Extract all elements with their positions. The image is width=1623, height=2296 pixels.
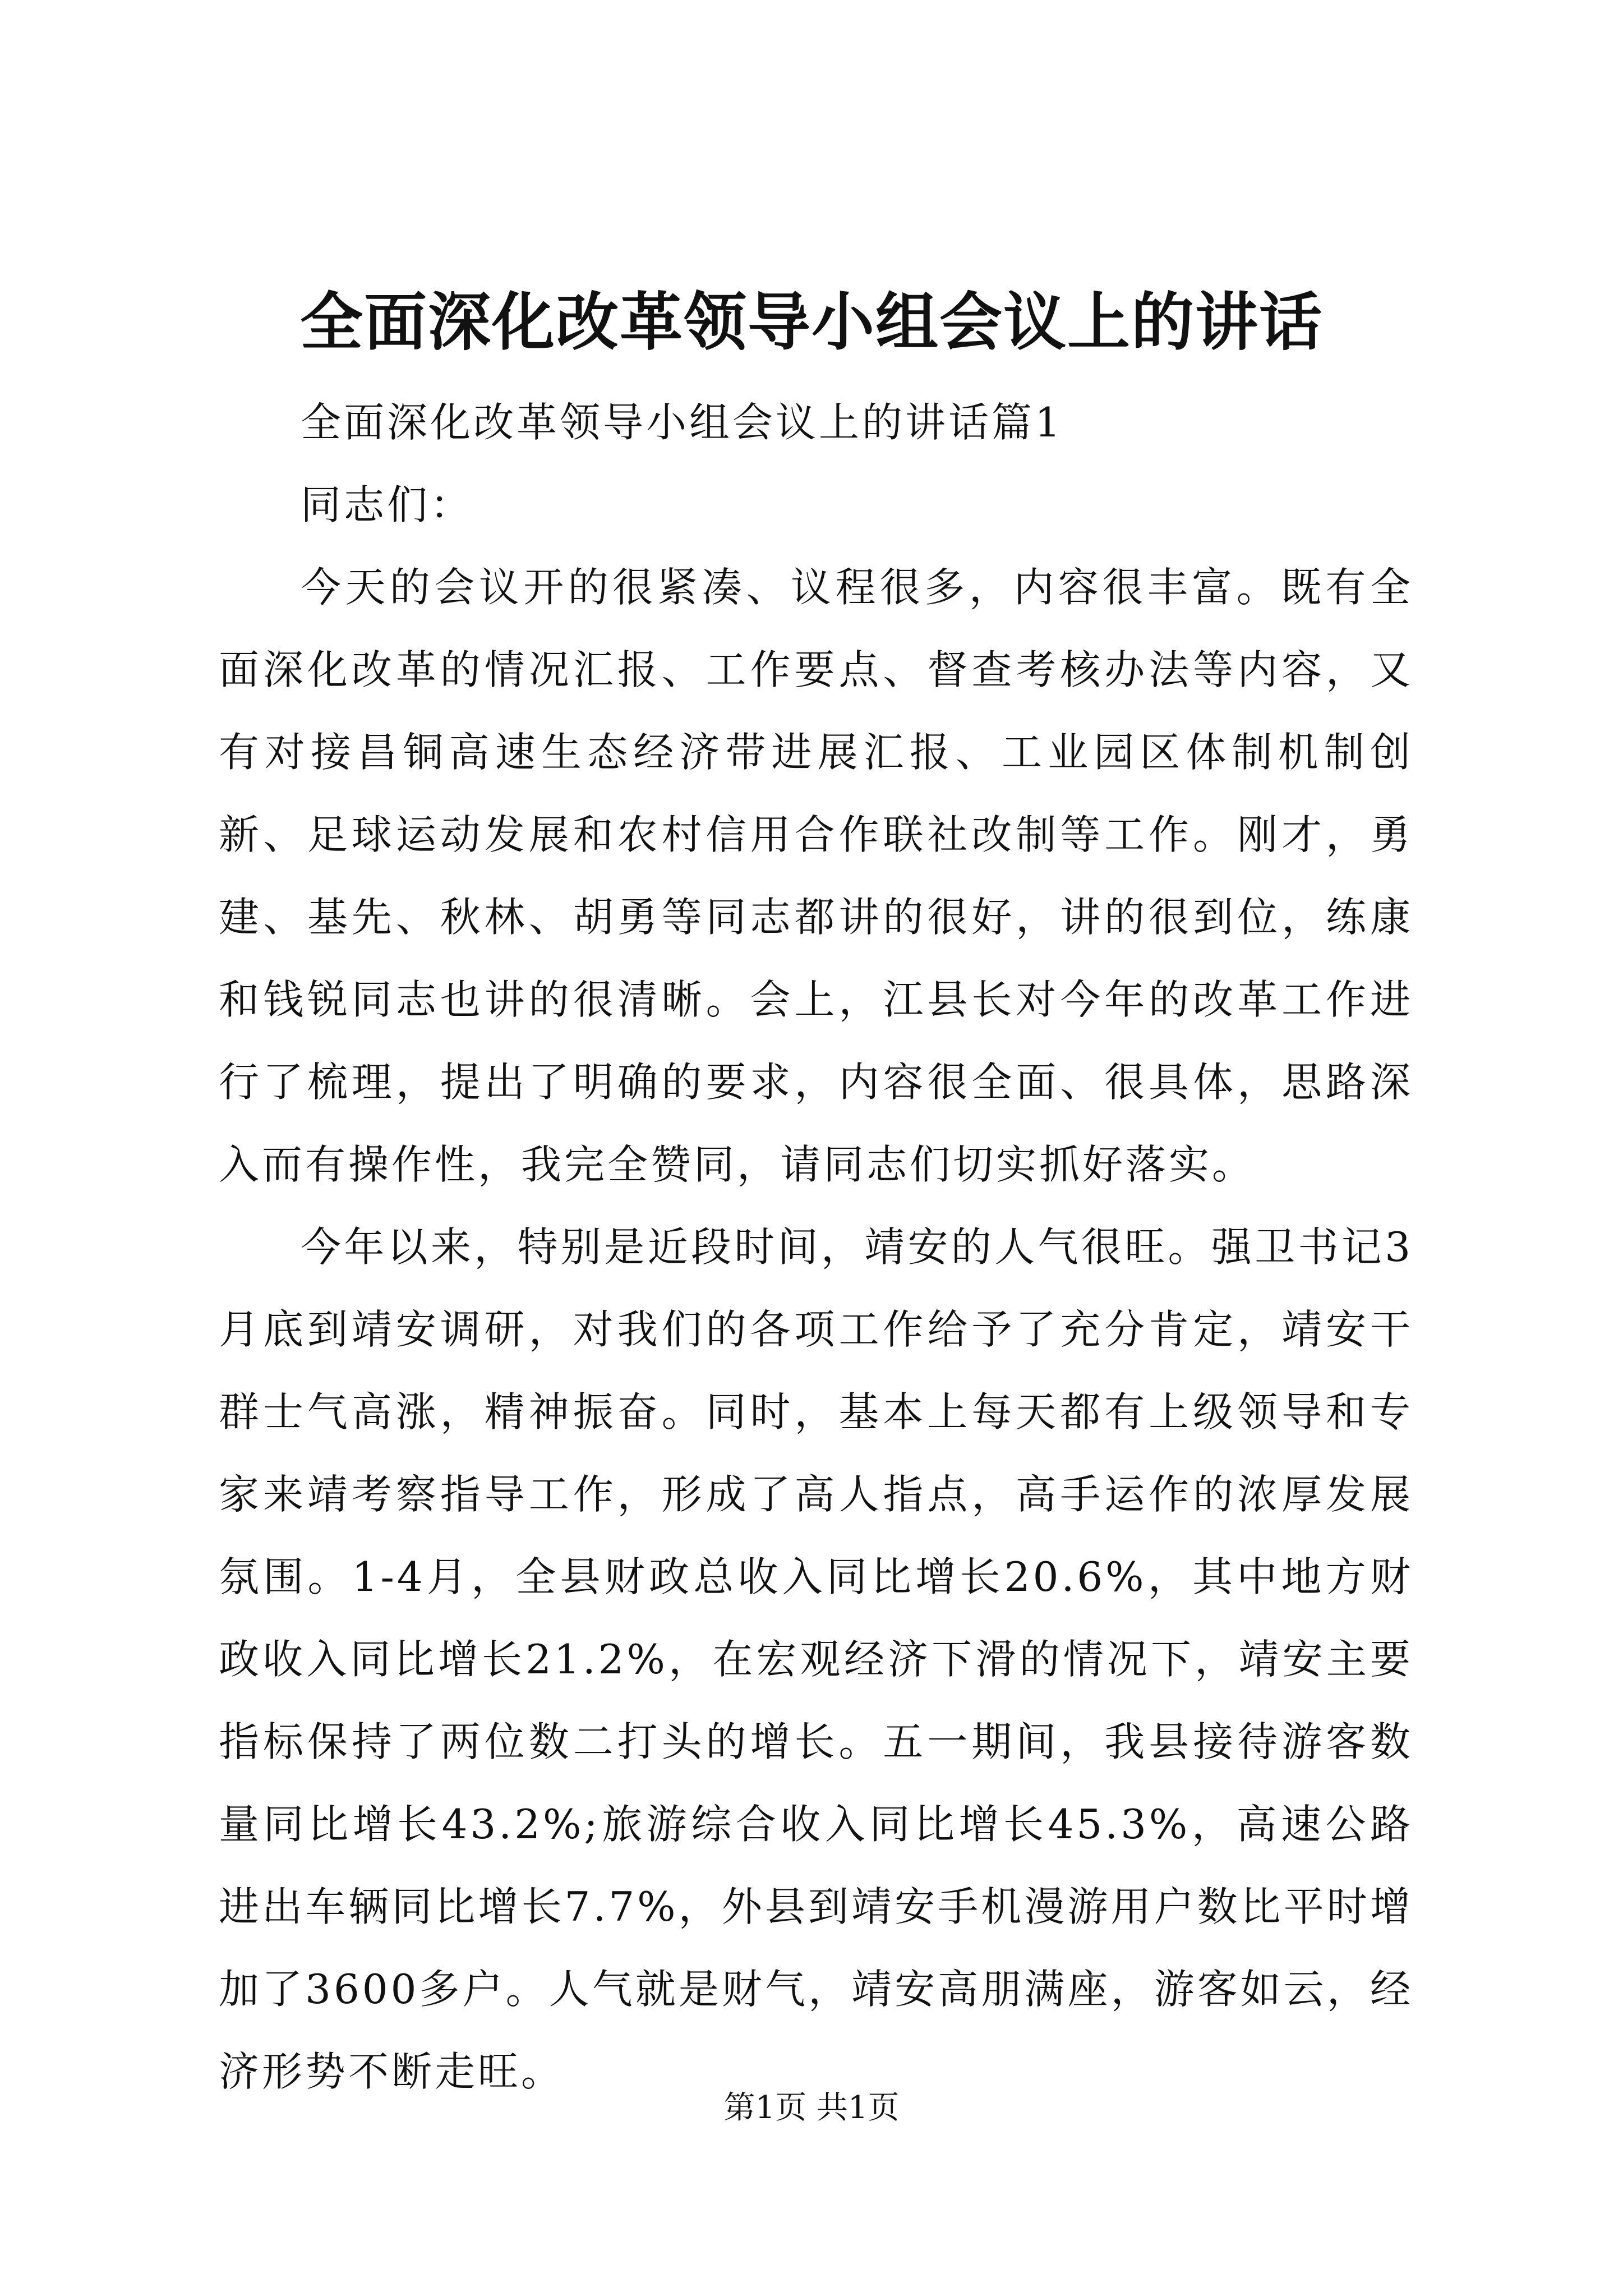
document-body xyxy=(219,381,1413,2113)
paragraph: 今天的会议开的很紧凑、议程很多，内容很丰富。既有全面深化改革的情况汇报、工作要点、督查考核办法等内容，又有对接昌铜高速生态经济带进展汇报、工业园区体制机制创新、足球运动发展和农村信用合作联社改制等工作。刚才，勇建、基先、秋林、胡勇等同志都讲的很好，讲的很到位，练康和钱锐同志也讲的很清晰。会上，江县长对今年的改革工作进行了梳理，提出了明确的要求，内容很全面、很具体，思路深入而有操作性，我完全赞同，请同志们切实抓好落实。 xyxy=(219,564,1413,1188)
salutation: 同志们： xyxy=(301,481,474,528)
paragraph: 今年以来，特别是近段时间，靖安的人气很旺。强卫书记3月底到靖安调研，对我们的各项工作给予了充分肯定，靖安干群士气高涨，精神振奋。同时，基本上每天都有上级领导和专家来靖考察指导工作，形成了高人指点，高手运作的浓厚发展氛围。1-4月，全县财政总收入同比增长20.6%，其中地方财政收入同比增长21.2%，在宏观经济下滑的情况下，靖安主要指标保持了两位数二打头的增长。五一期间，我县接待游客数量同比增长43.2%;旅游综合收入同比增长45.3%，高速公路进出车辆同比增长7.7%，外县到靖安手机漫游用户数比平时增加了3600多户。人气就是财气，靖安高朋满座，游客如云，经济形势不断走旺。 xyxy=(219,1223,1413,2095)
page-number-footer: 第1页 共1页 xyxy=(723,2090,900,2126)
document-title: 全面深化改革领导小组会议上的讲话 xyxy=(300,286,1323,359)
document-subtitle: 全面深化改革领导小组会议上的讲话篇1 xyxy=(301,399,1063,446)
